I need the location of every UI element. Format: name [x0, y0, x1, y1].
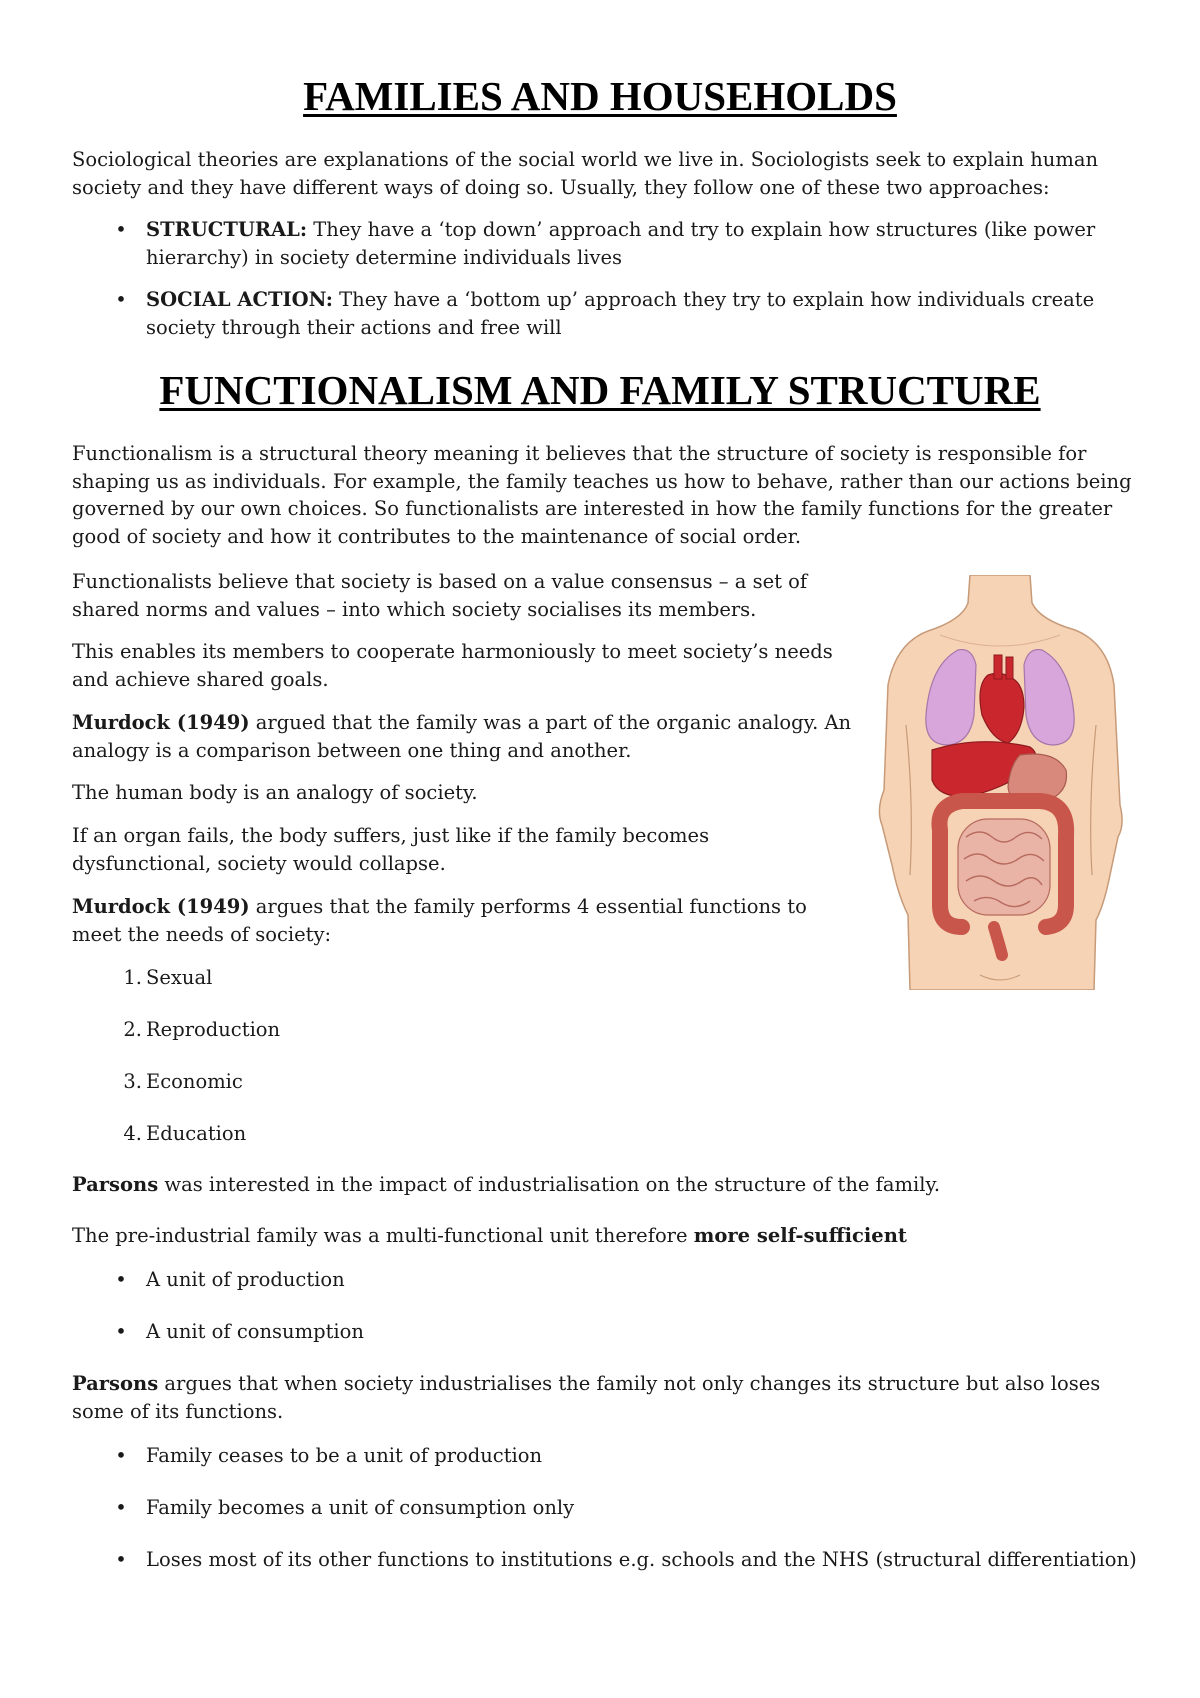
murdock-functions-paragraph: Murdock (1949) argues that the family performs 4 essential functions to meet the needs of society: [72, 895, 807, 946]
approach-text: They have a ‘bottom up’ approach they try to explain how individuals create society through their actions and free will [146, 288, 1095, 339]
approach-term: STRUCTURAL: [146, 218, 308, 241]
author-name: Murdock (1949) [72, 895, 250, 918]
author-name: Murdock (1949) [72, 711, 250, 734]
pre-industrial-paragraph: The pre-industrial family was a multi-functional unit therefore more self-sufficient [72, 1224, 907, 1247]
body-analogy-paragraph: The human body is an analogy of society. [72, 781, 478, 804]
bullet-marker: • [115, 1268, 127, 1291]
bullet-marker: • [115, 1548, 127, 1571]
human-organs-illustration [870, 575, 1130, 990]
functionalism-paragraph: Functionalism is a structural theory meaning it believes that the structure of society is responsible for shaping us as individuals. For example, the family teaches us how to behave, rather than our actions being governed by our own choices. So functionalists are interested in how the family functions for the greater good of society and how it contributes to the maintenance of social order. [72, 442, 1132, 548]
intro-paragraph: Sociological theories are explanations of the social world we live in. Sociologists seek to explain human society and they have different ways of doing so. Usually, they follow one of these two approaches: [72, 148, 1099, 199]
section-title: FUNCTIONALISM AND FAMILY STRUCTURE [159, 367, 1041, 413]
bullet-marker: • [115, 1496, 127, 1519]
bullet-marker: • [115, 1444, 127, 1467]
parsons-interest-paragraph: Parsons was interested in the impact of industrialisation on the structure of the family. [72, 1173, 941, 1196]
organ-failure-paragraph: If an organ fails, the body suffers, just like if the family becomes dysfunctional, society would collapse. [72, 824, 710, 875]
approach-term: SOCIAL ACTION: [146, 288, 333, 311]
bullet-marker: • [115, 1320, 127, 1343]
murdock-analogy-paragraph: Murdock (1949) argued that the family was a part of the organic analogy. An analogy is a comparison between one thing and another. [72, 711, 852, 762]
bullet-marker: • [115, 288, 127, 311]
value-consensus-paragraph: Functionalists believe that society is based on a value consensus – a set of shared norms and values – into which society socialises its members. [72, 570, 808, 621]
cooperate-paragraph: This enables its members to cooperate harmoniously to meet society’s needs and achieve shared goals. [72, 640, 833, 691]
page-title: FAMILIES AND HOUSEHOLDS [303, 73, 897, 119]
approach-text: They have a ‘top down’ approach and try to explain how structures (like power hierarchy) in society determine individuals lives [146, 218, 1096, 269]
author-name: Parsons [72, 1173, 159, 1196]
parsons-industrialisation-paragraph: Parsons argues that when society industrialises the family not only changes its structure but also loses some of its functions. [72, 1372, 1101, 1423]
document-page: FAMILIES AND HOUSEHOLDS Sociological theories are explanations of the social world we live in. Sociologists seek to explain human society and they have different ways of doing so. Usually, they follow one of these two approaches: • STRUCTURAL: They have a ‘top down’ approach and try to explain how structures (like power hierarchy) in society determine individuals lives • SOCIAL ACTION: They have a ‘bottom up’ approach they try to explain how individuals create society through their actions and free will FUNCTIONALISM AND FAMILY STRUCTURE Functionalism is a structural theory meaning it believes that the structure of society is responsible for shaping us as individuals. For example, the family teaches us how to behave, rather than our actions being governed by our own choices. So functionalists are interested in how the family functions for the greater good of society and how it contributes to the maintenance of social order. Functionalists believe that society is based on a value consensus – a set of shared norms and values – into which society socialises its members. This enables its members to cooperate harmoniously to meet society’s needs and achieve shared goals. Murdock (1949) argued that the family was a part of the organic analogy. An analogy is a comparison between one thing and another. The human body is an analogy of society. If an organ fails, the body suffers, just like if the family becomes dysfunctional, society would collapse. Murdock (1949) argues that the family performs 4 essential functions to meet the needs of society: 1. Sexual 2. Reproduction 3. Economic 4. Education Parsons was interested in the impact of industrialisation on the structure of the family. The pre-industrial family was a multi-functional unit therefore more self-sufficient • A unit of production • A unit of consumption Parsons argues that when society industrialises the family not only changes its structure but also loses some of its functions. • Family ceases to be a unit of production • Family becomes a unit of consumption only • Loses most of its other functions to institutions e.g. schools and the NHS (structural differentiation) [0, 0, 1200, 1698]
author-name: Parsons [72, 1372, 159, 1395]
bullet-marker: • [115, 218, 127, 241]
